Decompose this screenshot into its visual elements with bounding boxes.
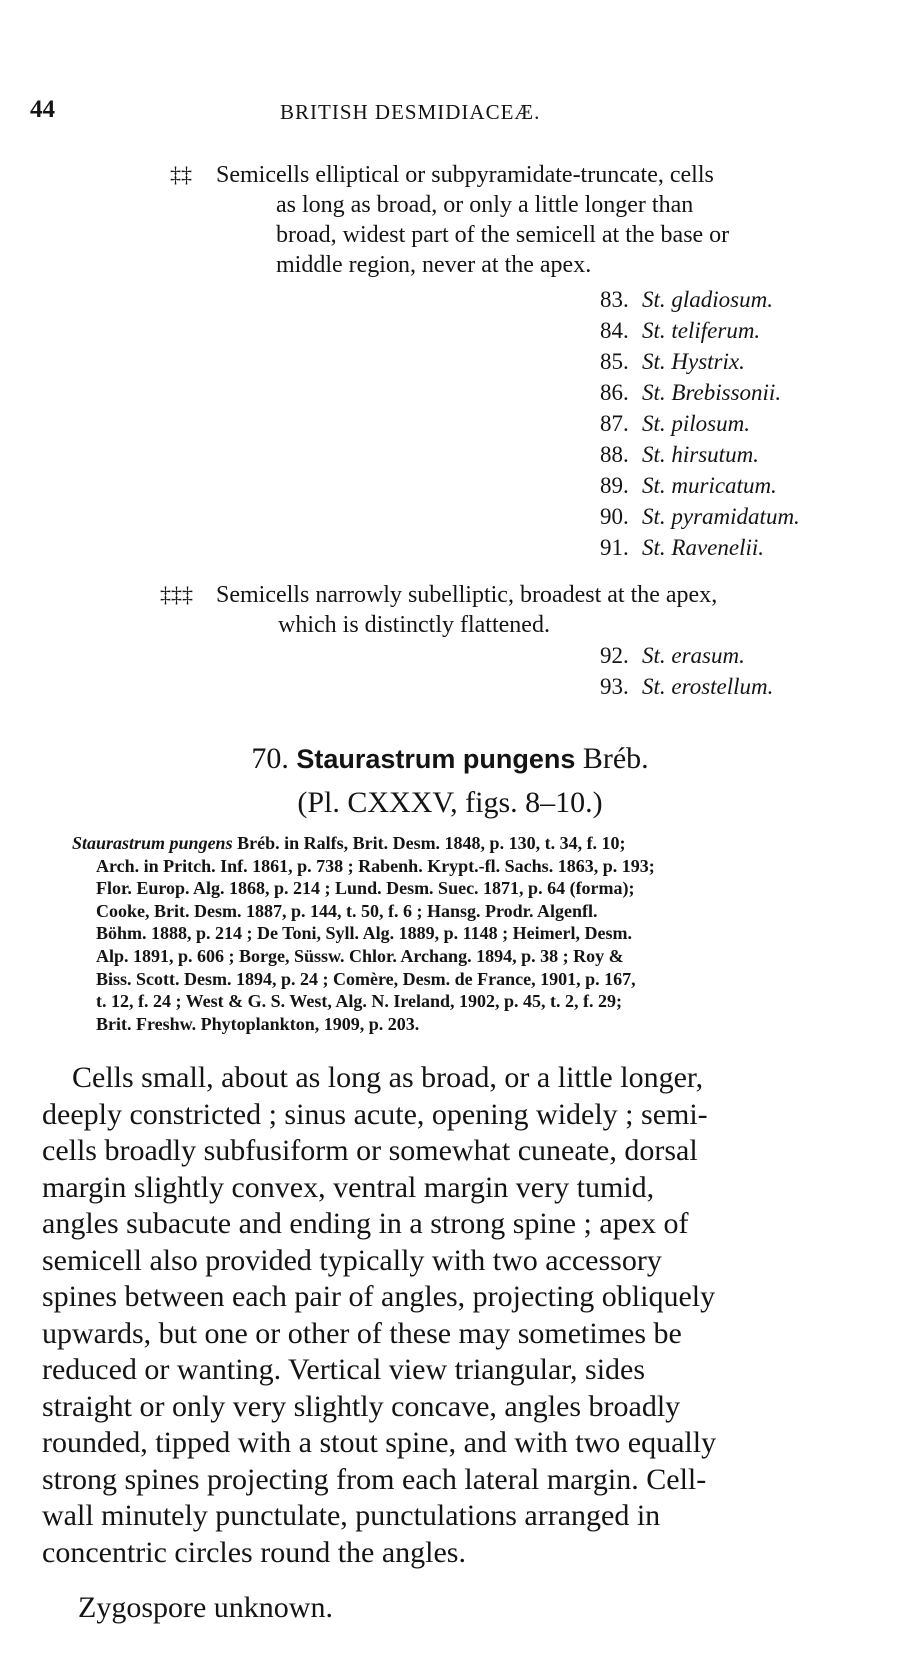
double-dagger-marker: ‡‡ bbox=[170, 162, 192, 187]
list-item: 92. St. erasum. bbox=[600, 643, 745, 668]
description-line: cells broadly subfusiform or somewhat cuneate, dorsal bbox=[42, 1134, 698, 1167]
description-line: concentric circles round the angles. bbox=[42, 1535, 466, 1569]
list-item: 90. St. pyramidatum. bbox=[600, 504, 800, 529]
key-group-2 bbox=[160, 580, 860, 640]
list-item: 86. St. Brebissonii. bbox=[600, 380, 782, 405]
description-line: upwards, but one or other of these may sometimes be bbox=[42, 1316, 682, 1350]
synonymy-line: Böhm. 1888, p. 214 ; De Toni, Syll. Alg. 1889, p. 1148 ; Heimerl, Desm. bbox=[96, 923, 633, 944]
list-item: 89. St. muricatum. bbox=[600, 473, 777, 498]
species-number: 70. bbox=[251, 742, 289, 775]
list-item: 93. St. erostellum. bbox=[600, 674, 774, 699]
description-line: rounded, tipped with a stout spine, and with two equally bbox=[42, 1426, 717, 1459]
description-line: margin slightly convex, ventral margin very tumid, bbox=[42, 1170, 655, 1204]
species-list-1 bbox=[600, 284, 900, 563]
synonymy-block bbox=[72, 832, 862, 1035]
synonymy-line: Cooke, Brit. Desm. 1887, p. 144, t. 50, f. 6 ; Hansg. Prodr. Algenfl. bbox=[96, 900, 598, 921]
description-line: reduced or wanting. Vertical view triangular, sides bbox=[42, 1353, 646, 1386]
description-line: spines between each pair of angles, projecting obliquely bbox=[42, 1280, 716, 1313]
key-line: Semicells elliptical or subpyramidate-truncate, cells bbox=[216, 162, 714, 188]
page-header bbox=[30, 96, 870, 128]
list-item: 88. St. hirsutum. bbox=[600, 442, 759, 467]
species-name: Staurastrum pungens bbox=[296, 744, 576, 774]
synonym-name: Staurastrum pungens bbox=[72, 833, 233, 853]
key-line: broad, widest part of the semicell at the base or bbox=[276, 222, 730, 248]
description-line: angles subacute and ending in a strong spine ; apex of bbox=[42, 1207, 689, 1240]
zygospore-note: Zygospore unknown. bbox=[78, 1591, 333, 1624]
description-line: Cells small, about as long as broad, or a little longer, bbox=[72, 1061, 704, 1094]
description-line: strong spines projecting from each lateral margin. Cell- bbox=[42, 1462, 707, 1496]
key-line: Semicells narrowly subelliptic, broadest at the apex, bbox=[216, 582, 718, 608]
species-description bbox=[42, 1060, 864, 1571]
running-title: BRITISH DESMIDIACEÆ. bbox=[280, 100, 541, 124]
synonymy-line: Alp. 1891, p. 606 ; Borge, Süssw. Chlor. Archang. 1894, p. 38 ; Roy & bbox=[96, 945, 624, 966]
synonymy-line: Arch. in Pritch. Inf. 1861, p. 738 ; Rabenh. Krypt.-fl. Sachs. 1863, p. 193; bbox=[96, 855, 655, 876]
description-line: wall minutely punctulate, punctulations arranged in bbox=[42, 1499, 661, 1532]
list-item: 84. St. teliferum. bbox=[600, 318, 761, 343]
description-line: straight or only very slightly concave, angles broadly bbox=[42, 1389, 681, 1423]
synonymy-line: Brit. Freshw. Phytoplankton, 1909, p. 203. bbox=[96, 1013, 420, 1034]
triple-dagger-marker: ‡‡‡ bbox=[160, 582, 193, 607]
key-line: middle region, never at the apex. bbox=[276, 252, 592, 278]
list-item: 87. St. pilosum. bbox=[600, 411, 750, 436]
key-line: as long as broad, or only a little longer than bbox=[276, 192, 694, 218]
synonymy-line: Staurastrum pungens Bréb. in Ralfs, Brit. Desm. 1848, p. 130, t. 34, f. 10; bbox=[72, 833, 626, 853]
synonymy-line: Biss. Scott. Desm. 1894, p. 24 ; Comère, Desm. de France, 1901, p. 167, bbox=[96, 968, 636, 989]
species-list-2 bbox=[600, 640, 900, 702]
description-line: deeply constricted ; sinus acute, opening widely ; semi- bbox=[42, 1097, 708, 1131]
key-group-1 bbox=[170, 160, 860, 280]
synonymy-line: t. 12, f. 24 ; West & G. S. West, Alg. N. Ireland, 1902, p. 45, t. 2, f. 29; bbox=[96, 991, 623, 1012]
synonymy-line: Flor. Europ. Alg. 1868, p. 214 ; Lund. Desm. Suec. 1871, p. 64 (forma); bbox=[96, 878, 635, 899]
list-item: 85. St. Hystrix. bbox=[600, 349, 745, 374]
list-item: 83. St. gladiosum. bbox=[600, 287, 773, 312]
key-line: which is distinctly flattened. bbox=[278, 612, 550, 638]
page-number: 44 bbox=[30, 96, 55, 123]
species-heading bbox=[0, 742, 900, 776]
description-line: semicell also provided typically with two accessory bbox=[42, 1243, 662, 1277]
plate-reference: (Pl. CXXXV, figs. 8–10.) bbox=[297, 786, 603, 819]
species-author: Bréb. bbox=[582, 742, 649, 775]
list-item: 91. St. Ravenelii. bbox=[600, 535, 764, 560]
